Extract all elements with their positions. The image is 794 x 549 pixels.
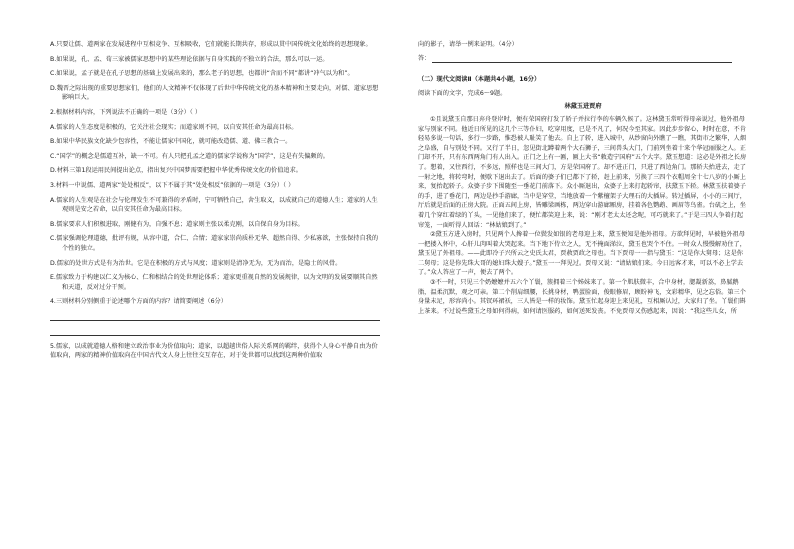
q2-option-d: D.材料三第1段运用民间提出论点，指出复兴中国梦需要把握中华优秀传统文化的价值追求。: [50, 167, 302, 175]
q2-option-c: C.“国学”的概念是儒道互补，缺一不可。有人只把孔孟之道的儒家学说称为“国学”，这是有失偏颇的。: [50, 152, 329, 160]
q1-option-c: C.如果说，孟子就是在孔子思想的基础上发展出来的，那么老子的思想，也都讲“含而不同”都讲“冲气以为和”。: [50, 70, 354, 78]
q4-stem: 4.三则材料分别侧重于论述哪个方面的内容？请简要阐述（6分）: [50, 298, 227, 306]
q5-answer-row: [418, 54, 748, 64]
q5-stem: 5.儒家，以成就道德人格和建立政治事业为价值取向；道家，以超越世俗人际关系网的羁绊，获得个人身心平静自由为价值取向，两家的精神价值取向在中国古代文人身上往往交互存在，对于处世都可以找到这两种价值取: [50, 342, 378, 360]
q2-option-b: B.如果中华民族文化缺少包容性，不能让儒家中国化，就可能改造儒、道、佛三教合一。: [50, 138, 292, 146]
q5-answer-line[interactable]: [432, 56, 732, 63]
q3-option-c: C.儒家强调伦理道德，批评有规，从容中道，合仁、合情；道家家崇尚质朴无华、超然自得、少私寡欲，主张保持自我的个性的独立。: [50, 235, 379, 252]
left-column: [50, 40, 380, 366]
section-intro: 阅读下面的文字，完成6～9题。: [418, 89, 507, 97]
section-title: （二）现代文阅读Ⅱ（本题共4小题，16分）: [418, 76, 541, 84]
right-column: [418, 40, 748, 316]
q1-option-b: B.如果说，孔、孟、荀三家被儒家思想中的某些理论依据与自身实践的不独立的合法，那么可以一运。: [50, 55, 329, 63]
article-paragraph-3: ③不一时，只见三个奶嬷嬷并五六个丫鬟，簇拥着三个姊妹来了。第一个肌肤微丰，合中身材，腮凝新荔，鼻腻鹅脂，温柔沉默，观之可亲。第二个削肩细腰，长挑身材，鸭蛋脸面，俊眼修眉，顾盼神飞，文彩精华，见之忘俗。第三个身量未足，形容尚小。其钗环裙袄，三人皆是一样的妆饰。黛玉忙起身迎上来见礼，互相厮认过，大家归了坐。丫鬟们斟上茶来。不过说些黛玉之母如何得病，如何请医服药，如何送死发丧。不免贾母又伤感起来，因说：“我这些儿女，所: [418, 279, 746, 315]
q3-option-b: B.儒家要求人们积极进取，刚健有为，自强不息；道家则主张以柔克刚，以自保自身为目标。: [50, 220, 304, 228]
article-paragraph-1: ①且说黛玉自那日弃舟登岸时，便有荣国府打发了轿子并拉行李的车辆久候了。这林黛玉常听得母亲说过，他外祖母家与别家不同。他近日所见的这几个三等仆妇，吃穿用度，已是不凡了，何况今至其家。因此步步留心，时时在意，不肯轻易多说一句话，多行一步路，惟恐被人耻笑了他去。自上了轿，进入城中，从纱窗向外瞧了一瞧，其街市之繁华，人烟之阜盛，自与别处不同。又行了半日，忽见街北蹲着两个大石狮子，三间兽头大门，门前列坐着十来个华冠丽服之人。正门却不开，只有东西两角门有人出入。正门之上有一匾，匾上大书“敕造宁国府”五个大字。黛玉想道：这必是外祖之长房了。想着，又往西行，不多远，照样也是三间大门，方是荣国府了。却不进正门，只进了西边角门。那轿夫抬进去，走了一射之地，将转弯时，便歇下退出去了。后面的婆子们已都下了轿，赶上前来，另换了三四个衣帽周全十七八岁的小厮上来，复抬起轿子。众婆子步下围随至一垂花门前落下。众小厮退出，众婆子上来打起轿帘，扶黛玉下轿。林黛玉扶着婆子的手，进了垂花门，两边是抄手游廊，当中是穿堂，当地放着一个紫檀架子大理石的大插屏。转过插屏，小小的三间厅，厅后就是后面的正房大院。正面五间上房，皆雕梁画栋，两边穿山游廊厢房，挂着各色鹦鹉、画眉等鸟雀。台矶之上，坐着几个穿红着绿的丫头，一见他们来了，便忙都笑迎上来，说：“刚才老太太还念呢，可巧就来了。”于是三四人争着打起帘笼，一面听得人回话：“林姑娘到了。”: [418, 115, 747, 229]
q3-option-a: A.儒家的人生观是在社会与伦理发生不可兼得的矛盾时，宁可牺牲自己，舍生取义，以成就自己的道德人生；道家的人生观则是安之若命，以自安其任命为最高目标。: [50, 196, 378, 214]
q4-answer-line-1[interactable]: [50, 312, 380, 321]
q4-answer-line-2[interactable]: [50, 327, 380, 336]
q3-option-d: D.儒家的处世方式是有为治世。它是在积极的方式与风度；道家则是清净无为，无为而治，是隐士的风骨。: [50, 259, 342, 267]
q5-continuation: 向的影子，请举一例来证明。（4分）: [418, 41, 518, 48]
answer-label: 答：: [418, 54, 431, 62]
q1-option-d: D.魏晋之际出现的重要思想家们，他们的人文精神不仅体现了后世中华传统文化的基本精神和主要走向，对儒、道家思想影响巨大。: [50, 84, 379, 102]
q1-option-a: A.只要让儒、道两家在发展进程中互相竞争、互相吸收，它们就能长期共存，形成以贯中国传统文化始终的思想现象。: [50, 41, 372, 48]
q2-stem: 2.根据材料内容，下列说法不正确的一项是（3分）（ ）: [50, 108, 202, 116]
q2-option-a: A.儒家的人生态度是积极的，它关注社会现实；而道家则不同，以自安其任命为最高目标。: [50, 123, 298, 131]
q3-stem: 3.材料一中说儒、道两家“处处相反”，以下不属于其“处处相反”依据的一项是（3分）（ ）: [50, 181, 295, 189]
article-paragraph-2: ②黛玉方进入房时，只见两个人搀着一位鬓发如银的老母迎上来，黛玉便知是他外祖母。方欲拜见时，早被他外祖母一把搂入怀中，心肝儿肉叫着大哭起来。当下地下侍立之人，无不掩面涕泣，黛玉也哭个不住。一时众人慢慢解劝住了，黛玉见了外祖母。——此即冷子兴所云之史氏太君，贾赦贾政之母也。当下贾母一一指与黛玉：“这是你大舅母；这是你二舅母；这是你先珠大哥的媳妇珠大嫂子。”黛玉一一拜见过。贾母又说：“请姑娘们来。今日远客才来，可以不必上学去了。”众人答应了一声，便去了两个。: [418, 231, 746, 277]
q3-option-e: E.儒家致力于构建以仁义为核心、仁和相结合的处世理论体系；道家更重视自然的发展规律，以为文明的发展要顺其自然和天道，反对过分干预。: [50, 274, 378, 291]
article-title: 林黛玉进贾府: [564, 103, 602, 111]
